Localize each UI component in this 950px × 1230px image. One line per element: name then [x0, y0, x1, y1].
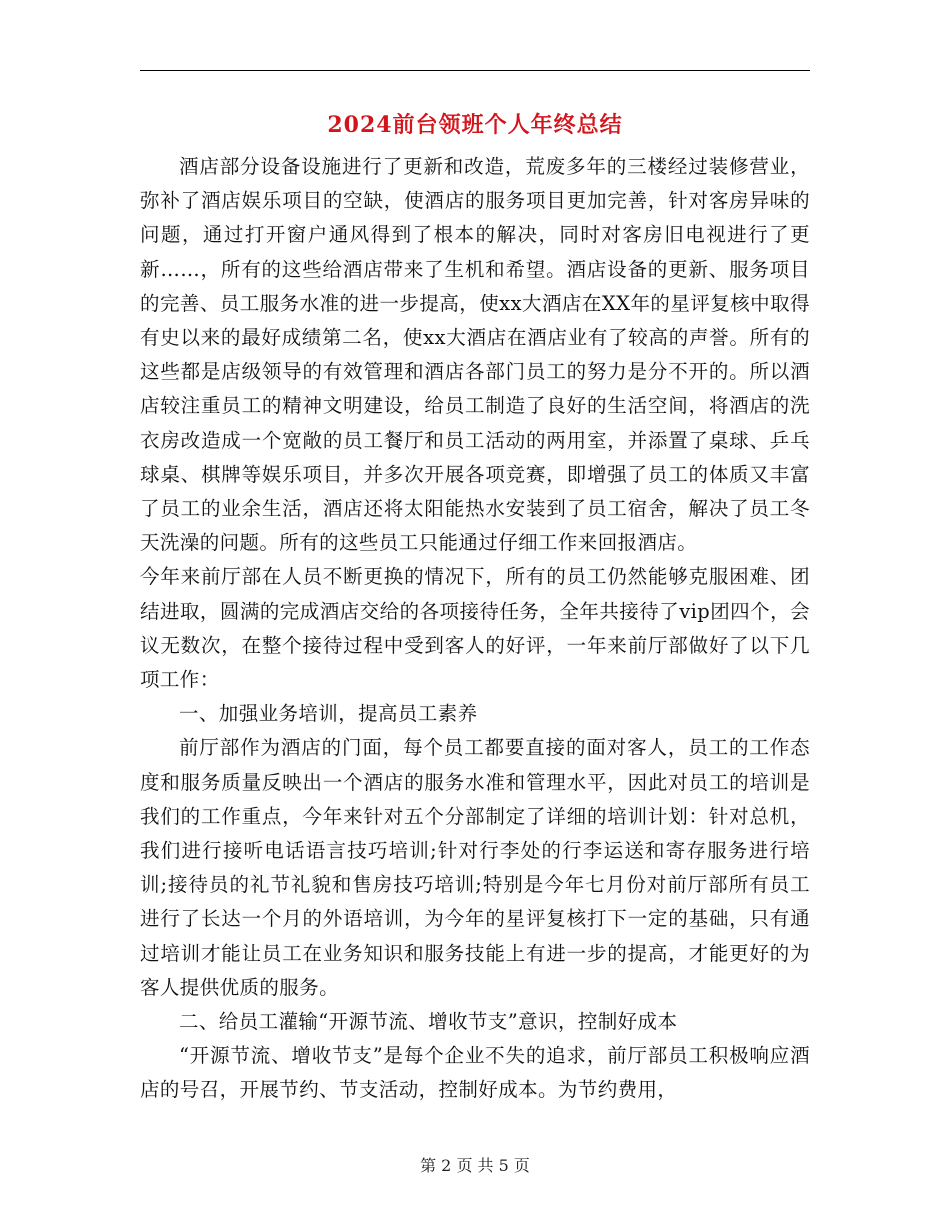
paragraph-intro: 酒店部分设备设施进行了更新和改造，荒废多年的三楼经过装修营业，弥补了酒店娱乐项目的空缺，使酒店的服务项目更加完善，针对客房异味的问题，通过打开窗户通风得到了根本的解决，同时对客房旧电视进行了更新……，所有的这些给酒店带来了生机和希望。酒店设备的更新、服务项目的完善、员工服务水准的进一步提高，使xx大酒店在XX年的星评复核中取得有史以来的最好成绩第二名，使xx大酒店在酒店业有了较高的声誉。所有的这些都是店级领导的有效管理和酒店各部门员工的努力是分不开的。所以酒店较注重员工的精神文明建设，给员工制造了良好的生活空间，将酒店的洗衣房改造成一个宽敞的员工餐厅和员工活动的两用室，并添置了桌球、乒乓球桌、棋牌等娱乐项目，并多次开展各项竞赛，即增强了员工的体质又丰富了员工的业余生活，酒店还将太阳能热水安装到了员工宿舍，解决了员工冬天洗澡的问题。所有的这些员工只能通过仔细工作来回报酒店。	[140, 155, 810, 555]
section-heading-cost-control: 二、给员工灌输“开源节流、增收节支”意识，控制好成本	[179, 1010, 678, 1034]
section-heading-training: 一、加强业务培训，提高员工素养	[179, 702, 478, 726]
paragraph-frontdesk-summary: 今年来前厅部在人员不断更换的情况下，所有的员工仍然能够克服困难、团结进取，圆满的完成酒店交给的各项接待任务，全年共接待了vip团四个，会议无数次，在整个接待过程中受到客人的好评，一年来前厅部做好了以下几项工作：	[140, 565, 810, 692]
paragraph-cost-control: “开源节流、增收节支”是每个企业不失的追求，前厅部员工积极响应酒店的号召，开展节约、节支活动，控制好成本。为节约费用，	[140, 1044, 810, 1102]
paragraph-training: 前厅部作为酒店的门面，每个员工都要直接的面对客人，员工的工作态度和服务质量反映出一个酒店的服务水准和管理水平，因此对员工的培训是我们的工作重点，今年来针对五个分部制定了详细的培训计划：针对总机，我们进行接听电话语言技巧培训;针对行李处的行李运送和寄存服务进行培训;接待员的礼节礼貌和售房技巧培训;特别是今年七月份对前厅部所有员工进行了长达一个月的外语培训，为今年的星评复核打下一定的基础，只有通过培训才能让员工在业务知识和服务技能上有进一步的提高，才能更好的为客人提供优质的服务。	[140, 736, 810, 999]
document-body	[140, 150, 810, 1108]
page-footer: 第 2 页 共 5 页	[420, 1156, 530, 1175]
header-rule	[140, 70, 810, 71]
document-title: 2024前台领班个人年终总结	[327, 112, 623, 138]
